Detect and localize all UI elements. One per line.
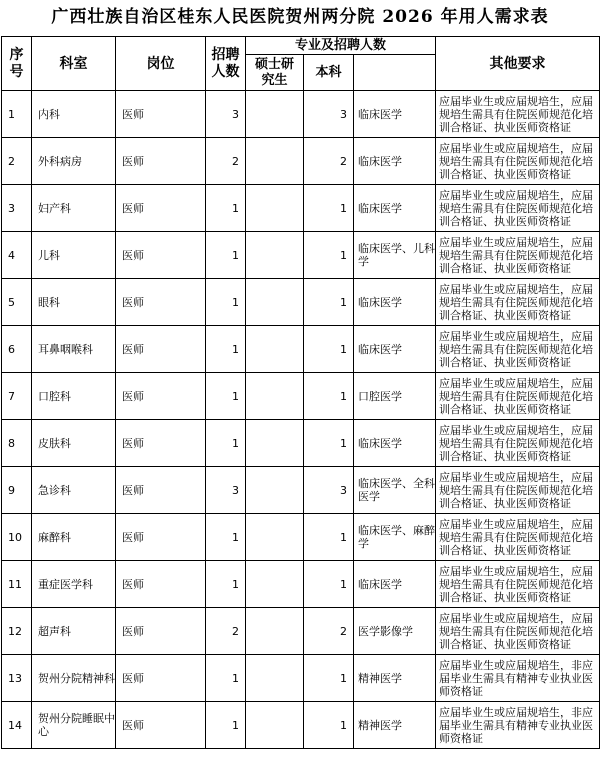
table-row [2, 185, 600, 232]
row-master [246, 279, 304, 326]
row-dept: 超声科 [32, 608, 116, 655]
header-major-blank [354, 55, 436, 91]
row-position: 医师 [116, 185, 206, 232]
row-major: 精神医学 [354, 655, 436, 702]
row-position: 医师 [116, 232, 206, 279]
row-count: 1 [206, 279, 246, 326]
row-dept: 外科病房 [32, 138, 116, 185]
row-no: 10 [2, 514, 32, 561]
row-bachelor: 1 [304, 279, 354, 326]
row-count: 2 [206, 138, 246, 185]
row-count: 1 [206, 514, 246, 561]
row-bachelor: 3 [304, 91, 354, 138]
row-no: 8 [2, 420, 32, 467]
row-requirement: 应届毕业生或应届规培生，应届规培生需具有住院医师规范化培训合格证、执业医师资格证 [436, 232, 600, 279]
table-row [2, 373, 600, 420]
row-dept: 皮肤科 [32, 420, 116, 467]
header-other: 其他要求 [436, 37, 600, 91]
table-row [2, 91, 600, 138]
row-master [246, 655, 304, 702]
header-position: 岗位 [116, 37, 206, 91]
row-major: 临床医学 [354, 91, 436, 138]
header-dept: 科室 [32, 37, 116, 91]
row-major: 临床医学、儿科学 [354, 232, 436, 279]
row-no: 2 [2, 138, 32, 185]
row-requirement: 应届毕业生或应届规培生，应届规培生需具有住院医师规范化培训合格证、执业医师资格证 [436, 279, 600, 326]
row-dept: 儿科 [32, 232, 116, 279]
row-bachelor: 1 [304, 373, 354, 420]
row-dept: 麻醉科 [32, 514, 116, 561]
row-position: 医师 [116, 138, 206, 185]
row-master [246, 702, 304, 749]
page-title: 广西壮族自治区桂东人民医院贺州两分院 2026 年用人需求表 [51, 7, 549, 27]
row-no: 12 [2, 608, 32, 655]
row-requirement: 应届毕业生或应届规培生，应届规培生需具有住院医师规范化培训合格证、执业医师资格证 [436, 91, 600, 138]
row-bachelor: 1 [304, 420, 354, 467]
row-count: 1 [206, 561, 246, 608]
row-master [246, 467, 304, 514]
row-count: 1 [206, 655, 246, 702]
row-no: 13 [2, 655, 32, 702]
row-dept: 内科 [32, 91, 116, 138]
row-dept: 重症医学科 [32, 561, 116, 608]
table-row [2, 420, 600, 467]
row-requirement: 应届毕业生或应届规培生，应届规培生需具有住院医师规范化培训合格证、执业医师资格证 [436, 420, 600, 467]
row-position: 医师 [116, 561, 206, 608]
row-position: 医师 [116, 373, 206, 420]
row-no: 9 [2, 467, 32, 514]
row-major: 临床医学、麻醉学 [354, 514, 436, 561]
row-major: 临床医学 [354, 561, 436, 608]
row-bachelor: 1 [304, 326, 354, 373]
row-count: 3 [206, 91, 246, 138]
row-bachelor: 3 [304, 467, 354, 514]
row-count: 2 [206, 608, 246, 655]
row-bachelor: 2 [304, 138, 354, 185]
table-row [2, 608, 600, 655]
row-requirement: 应届毕业生或应届规培生，非应届毕业生需具有精神专业执业医师资格证 [436, 702, 600, 749]
header-count: 招聘人数 [206, 37, 246, 91]
row-dept: 妇产科 [32, 185, 116, 232]
row-no: 11 [2, 561, 32, 608]
row-major: 口腔医学 [354, 373, 436, 420]
row-no: 1 [2, 91, 32, 138]
row-no: 7 [2, 373, 32, 420]
row-count: 1 [206, 232, 246, 279]
table-row [2, 514, 600, 561]
row-bachelor: 1 [304, 655, 354, 702]
row-major: 精神医学 [354, 702, 436, 749]
row-major: 临床医学 [354, 420, 436, 467]
row-requirement: 应届毕业生或应届规培生，应届规培生需具有住院医师规范化培训合格证、执业医师资格证 [436, 608, 600, 655]
row-requirement: 应届毕业生或应届规培生，应届规培生需具有住院医师规范化培训合格证、执业医师资格证 [436, 185, 600, 232]
row-bachelor: 2 [304, 608, 354, 655]
row-count: 1 [206, 185, 246, 232]
row-dept: 口腔科 [32, 373, 116, 420]
row-master [246, 326, 304, 373]
row-bachelor: 1 [304, 561, 354, 608]
row-position: 医师 [116, 279, 206, 326]
table-row [2, 326, 600, 373]
table-row [2, 702, 600, 749]
header-no: 序号 [2, 37, 32, 91]
row-dept: 耳鼻咽喉科 [32, 326, 116, 373]
row-position: 医师 [116, 467, 206, 514]
row-count: 1 [206, 702, 246, 749]
row-bachelor: 1 [304, 185, 354, 232]
row-master [246, 373, 304, 420]
row-no: 5 [2, 279, 32, 326]
row-master [246, 138, 304, 185]
row-master [246, 608, 304, 655]
row-dept: 贺州分院精神科 [32, 655, 116, 702]
row-dept: 贺州分院睡眠中心 [32, 702, 116, 749]
row-requirement: 应届毕业生或应届规培生，非应届毕业生需具有精神专业执业医师资格证 [436, 655, 600, 702]
row-requirement: 应届毕业生或应届规培生，应届规培生需具有住院医师规范化培训合格证、执业医师资格证 [436, 561, 600, 608]
row-master [246, 232, 304, 279]
row-bachelor: 1 [304, 702, 354, 749]
row-position: 医师 [116, 608, 206, 655]
row-requirement: 应届毕业生或应届规培生，应届规培生需具有住院医师规范化培训合格证、执业医师资格证 [436, 373, 600, 420]
row-no: 6 [2, 326, 32, 373]
row-no: 14 [2, 702, 32, 749]
table-row [2, 655, 600, 702]
row-position: 医师 [116, 655, 206, 702]
row-requirement: 应届毕业生或应届规培生，应届规培生需具有住院医师规范化培训合格证、执业医师资格证 [436, 326, 600, 373]
header-bachelor: 本科 [304, 55, 354, 91]
row-position: 医师 [116, 514, 206, 561]
row-count: 1 [206, 420, 246, 467]
row-no: 3 [2, 185, 32, 232]
recruitment-table [1, 36, 600, 749]
table-row [2, 467, 600, 514]
table-row [2, 232, 600, 279]
row-position: 医师 [116, 91, 206, 138]
row-master [246, 91, 304, 138]
row-bachelor: 1 [304, 514, 354, 561]
header-major-group: 专业及招聘人数 [246, 37, 436, 55]
row-position: 医师 [116, 326, 206, 373]
row-position: 医师 [116, 702, 206, 749]
row-major: 临床医学 [354, 138, 436, 185]
row-major: 医学影像学 [354, 608, 436, 655]
row-bachelor: 1 [304, 232, 354, 279]
row-dept: 急诊科 [32, 467, 116, 514]
row-requirement: 应届毕业生或应届规培生，应届规培生需具有住院医师规范化培训合格证、执业医师资格证 [436, 138, 600, 185]
table-row [2, 279, 600, 326]
header-master: 硕士研究生 [246, 55, 304, 91]
row-count: 3 [206, 467, 246, 514]
row-count: 1 [206, 373, 246, 420]
row-count: 1 [206, 326, 246, 373]
table-row [2, 138, 600, 185]
row-requirement: 应届毕业生或应届规培生，应届规培生需具有住院医师规范化培训合格证、执业医师资格证 [436, 514, 600, 561]
row-master [246, 514, 304, 561]
row-master [246, 561, 304, 608]
row-major: 临床医学 [354, 279, 436, 326]
row-dept: 眼科 [32, 279, 116, 326]
row-major: 临床医学 [354, 326, 436, 373]
row-major: 临床医学、全科医学 [354, 467, 436, 514]
row-major: 临床医学 [354, 185, 436, 232]
row-master [246, 185, 304, 232]
row-requirement: 应届毕业生或应届规培生，应届规培生需具有住院医师规范化培训合格证、执业医师资格证 [436, 467, 600, 514]
row-no: 4 [2, 232, 32, 279]
row-position: 医师 [116, 420, 206, 467]
table-row [2, 561, 600, 608]
row-master [246, 420, 304, 467]
